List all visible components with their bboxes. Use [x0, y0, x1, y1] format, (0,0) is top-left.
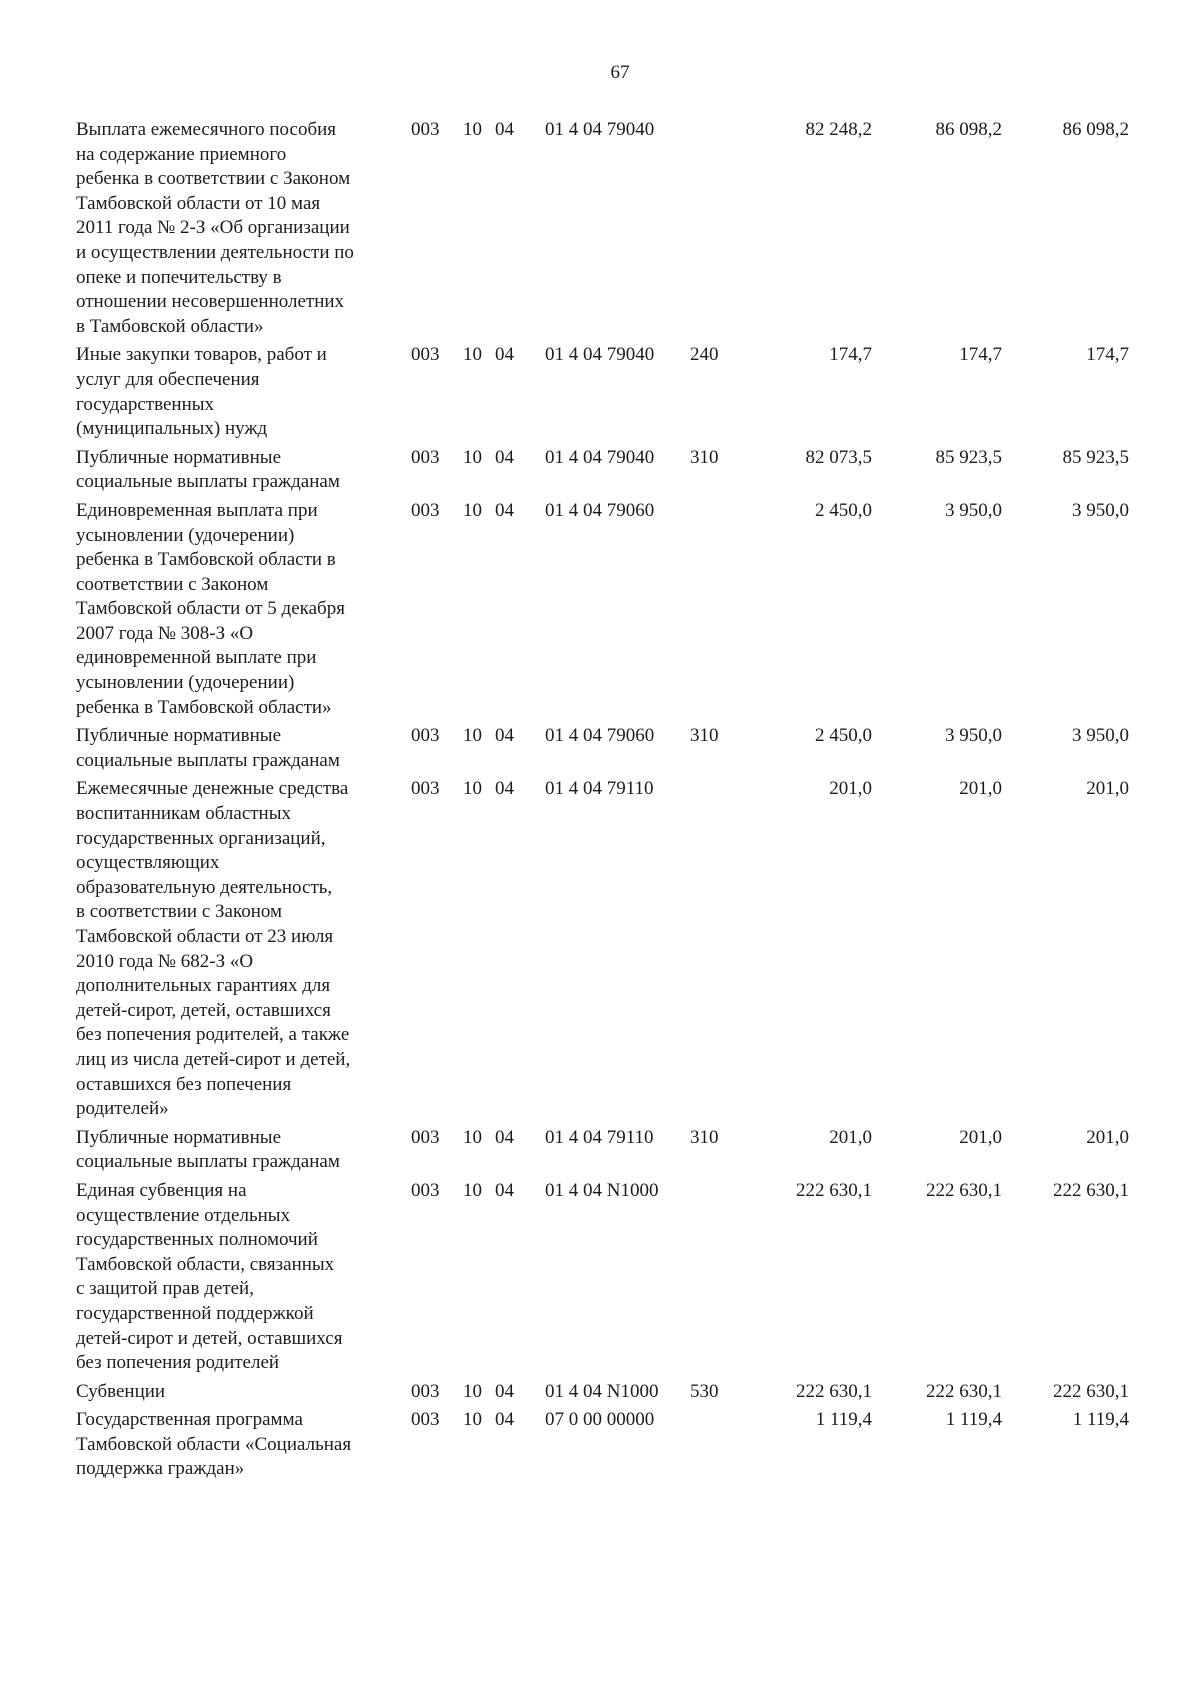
row-name: Государственная программа Тамбовской области «Социальная поддержка граждан»	[76, 1409, 352, 1480]
row-name: Публичные нормативные социальные выплаты гражданам	[76, 1126, 340, 1173]
row-name: Иные закупки товаров, работ и услуг для обеспечения государственных (муниципальных) нужд	[76, 344, 327, 440]
table-row	[76, 343, 1156, 441]
row-amount-year-1: 2 450,0	[815, 725, 872, 747]
table-row	[76, 118, 1156, 339]
row-target-article-code: 07 0 00 00000	[545, 1409, 655, 1431]
row-amount-year-3: 3 950,0	[1072, 725, 1129, 747]
row-amount-year-1: 201,0	[829, 778, 872, 800]
table-row	[76, 499, 1156, 720]
row-amount-year-1: 174,7	[829, 344, 872, 366]
row-subsection-code: 04	[495, 499, 514, 521]
row-target-article-code: 01 4 04 N1000	[545, 1179, 659, 1201]
row-amount-year-3: 201,0	[1086, 1126, 1129, 1148]
row-target-article-code: 01 4 04 79040	[545, 344, 655, 366]
table-row	[76, 446, 1156, 495]
page-number: 67	[610, 62, 630, 83]
row-amount-year-3: 86 098,2	[1062, 119, 1129, 140]
row-amount-year-3: 222 630,1	[1053, 1380, 1129, 1402]
row-amount-year-2: 222 630,1	[926, 1179, 1002, 1201]
row-amount-year-2: 201,0	[959, 778, 1002, 800]
row-amount-year-3: 85 923,5	[1062, 446, 1129, 468]
row-ved-code: 003	[411, 1409, 440, 1431]
row-expense-type-code: 240	[690, 344, 719, 366]
row-amount-year-2: 201,0	[959, 1126, 1002, 1148]
table-row	[76, 1126, 1156, 1175]
row-expense-type-code: 530	[690, 1380, 719, 1402]
row-amount-year-2: 86 098,2	[935, 119, 1002, 140]
row-name: Выплата ежемесячного пособия на содержание приемного ребенка в соответствии с Законом Тамбовской области от 10 мая 2011 года № 2-З «Об организации и осуществлении деятельности по опеке и попечительству в отношении несовершеннолетних в Тамбовской области»	[76, 119, 354, 337]
budget-table	[76, 118, 1156, 1486]
row-amount-year-3: 3 950,0	[1072, 499, 1129, 521]
row-amount-year-2: 3 950,0	[945, 499, 1002, 521]
row-amount-year-1: 1 119,4	[815, 1409, 872, 1431]
row-subsection-code: 04	[495, 778, 514, 800]
row-amount-year-3: 201,0	[1086, 778, 1129, 800]
row-amount-year-3: 174,7	[1086, 344, 1129, 366]
row-amount-year-1: 222 630,1	[796, 1380, 872, 1402]
row-amount-year-1: 2 450,0	[815, 499, 872, 521]
row-section-code: 10	[463, 1380, 482, 1402]
row-target-article-code: 01 4 04 N1000	[545, 1380, 659, 1402]
row-target-article-code: 01 4 04 79060	[545, 725, 655, 747]
row-amount-year-1: 82 073,5	[805, 446, 872, 468]
row-name: Публичные нормативные социальные выплаты гражданам	[76, 725, 340, 771]
row-amount-year-3: 222 630,1	[1053, 1179, 1129, 1201]
row-subsection-code: 04	[495, 119, 514, 140]
row-name: Единовременная выплата при усыновлении (удочерении) ребенка в Тамбовской области в соответствии с Законом Тамбовской области от 5 декабря 2007 года № 308-З «О единовременной выплате при усыновлении (удочерении) ребенка в Тамбовской области»	[76, 499, 345, 718]
row-amount-year-2: 174,7	[959, 344, 1002, 366]
row-subsection-code: 04	[495, 725, 514, 747]
table-row	[76, 1380, 1156, 1405]
row-ved-code: 003	[411, 344, 440, 366]
row-target-article-code: 01 4 04 79110	[545, 778, 654, 800]
row-name: Субвенции	[76, 1380, 166, 1402]
row-expense-type-code: 310	[690, 446, 719, 468]
row-ved-code: 003	[411, 119, 440, 140]
row-subsection-code: 04	[495, 1409, 514, 1431]
row-amount-year-2: 222 630,1	[926, 1380, 1002, 1402]
row-amount-year-1: 201,0	[829, 1126, 872, 1148]
table-row	[76, 1408, 1156, 1482]
row-subsection-code: 04	[495, 446, 514, 468]
row-ved-code: 003	[411, 1380, 440, 1402]
row-ved-code: 003	[411, 1179, 440, 1201]
row-section-code: 10	[463, 725, 482, 747]
row-subsection-code: 04	[495, 1126, 514, 1148]
row-amount-year-3: 1 119,4	[1072, 1409, 1129, 1431]
row-amount-year-2: 3 950,0	[945, 725, 1002, 747]
row-subsection-code: 04	[495, 1380, 514, 1402]
row-expense-type-code: 310	[690, 725, 719, 747]
row-subsection-code: 04	[495, 344, 514, 366]
row-section-code: 10	[463, 778, 482, 800]
row-subsection-code: 04	[495, 1179, 514, 1201]
row-section-code: 10	[463, 1409, 482, 1431]
row-target-article-code: 01 4 04 79060	[545, 499, 655, 521]
row-amount-year-1: 82 248,2	[805, 119, 872, 140]
row-section-code: 10	[463, 446, 482, 468]
row-section-code: 10	[463, 344, 482, 366]
row-expense-type-code: 310	[690, 1126, 719, 1148]
row-name: Ежемесячные денежные средства воспитанникам областных государственных организаций, осуществляющих образовательную деятельность, в соответствии с Законом Тамбовской области от 23 июля 2010 года № 682-З «О дополнительных гарантиях для детей-сирот, детей, оставшихся без попечения родителей, а также лиц из числа детей-сирот и детей, оставшихся без попечения родителей»	[76, 778, 351, 1120]
row-section-code: 10	[463, 1126, 482, 1148]
row-ved-code: 003	[411, 778, 440, 800]
row-amount-year-2: 85 923,5	[935, 446, 1002, 468]
row-ved-code: 003	[411, 499, 440, 521]
row-section-code: 10	[463, 499, 482, 521]
table-row	[76, 1179, 1156, 1376]
row-ved-code: 003	[411, 725, 440, 747]
row-ved-code: 003	[411, 446, 440, 468]
row-target-article-code: 01 4 04 79040	[545, 119, 655, 140]
row-ved-code: 003	[411, 1126, 440, 1148]
row-name: Единая субвенция на осуществление отдельных государственных полномочий Тамбовской области, связанных с защитой прав детей, государственной поддержкой детей-сирот и детей, оставшихся без попечения родителей	[76, 1179, 343, 1374]
row-amount-year-1: 222 630,1	[796, 1179, 872, 1201]
row-section-code: 10	[463, 1179, 482, 1201]
row-target-article-code: 01 4 04 79110	[545, 1126, 654, 1148]
row-section-code: 10	[463, 119, 482, 140]
row-name: Публичные нормативные социальные выплаты гражданам	[76, 446, 340, 493]
table-row	[76, 724, 1156, 773]
row-target-article-code: 01 4 04 79040	[545, 446, 655, 468]
row-amount-year-2: 1 119,4	[945, 1409, 1002, 1431]
table-row	[76, 777, 1156, 1121]
